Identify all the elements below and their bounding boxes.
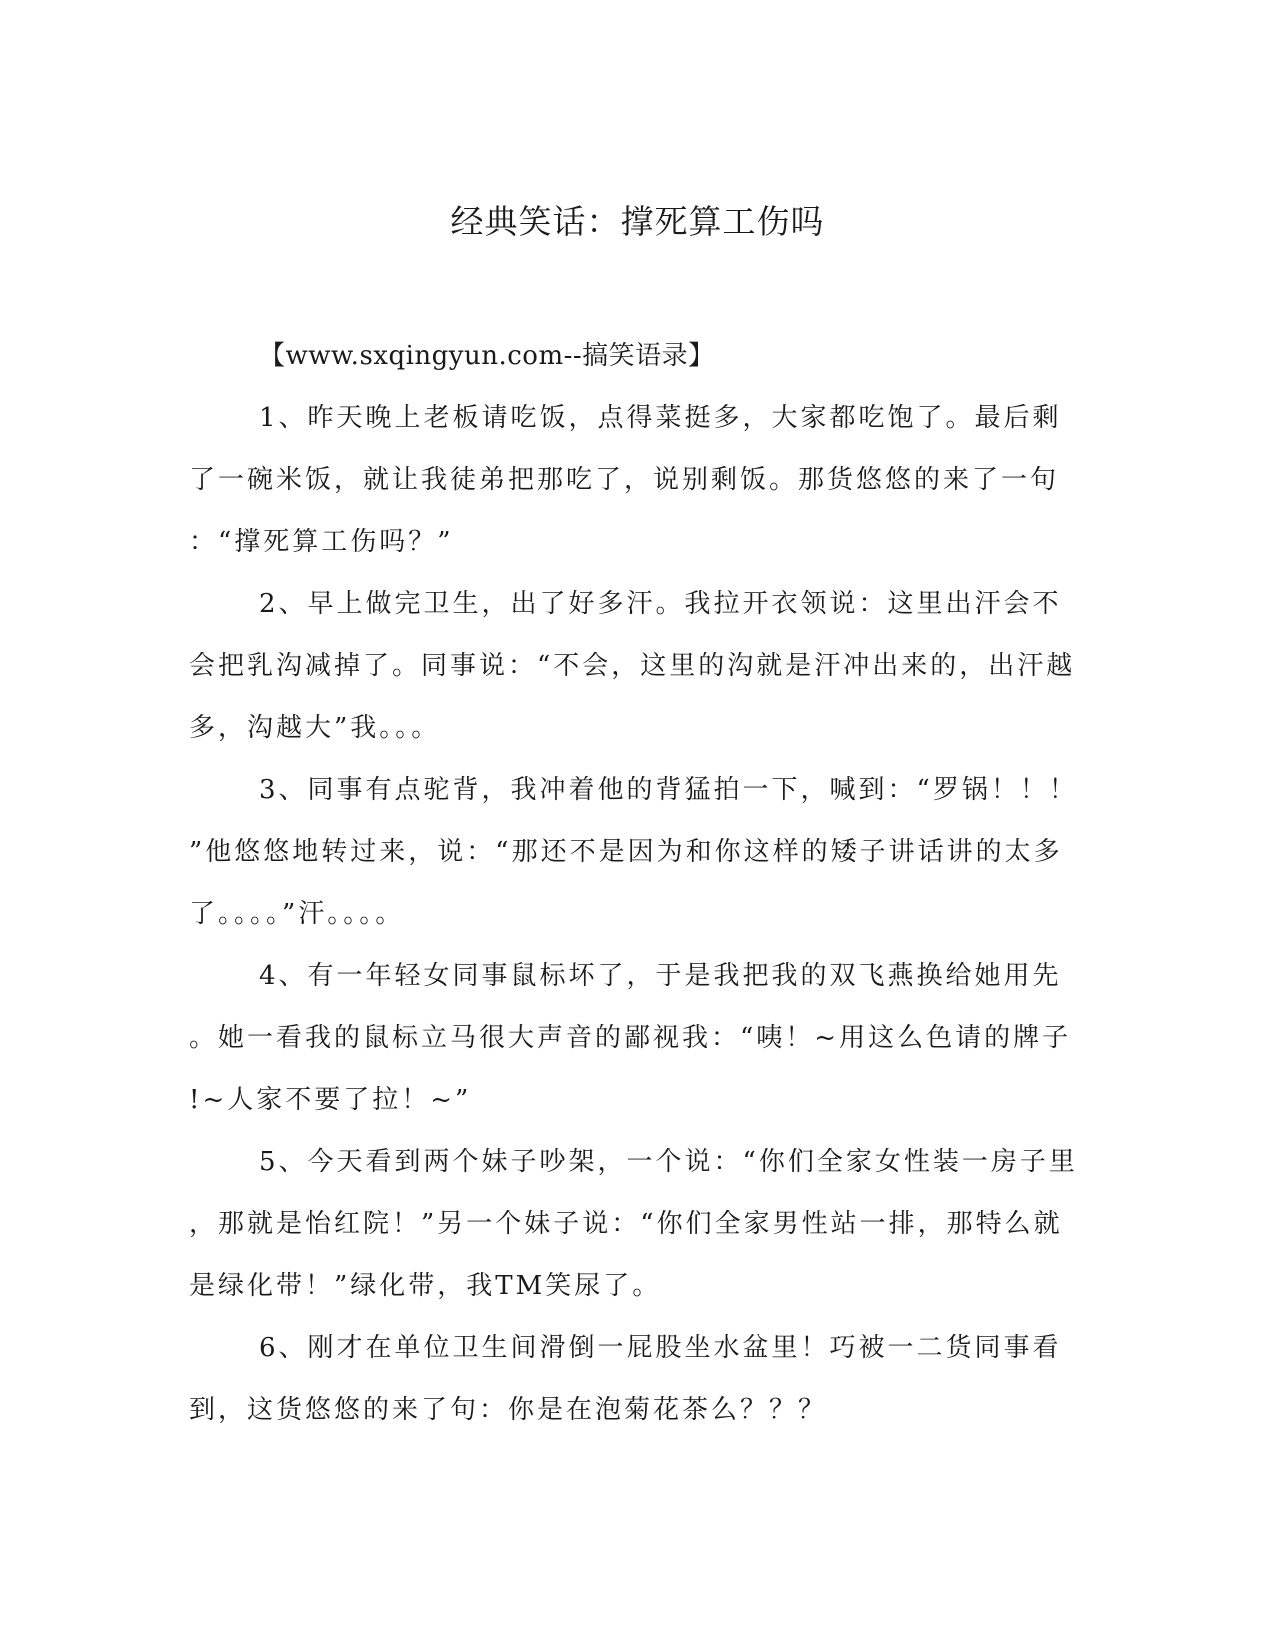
document-body bbox=[189, 325, 1078, 1441]
source-line: 【www.sxqingyun.com--搞笑语录】 bbox=[259, 341, 715, 371]
joke-3-line-2: ”他悠悠地转过来，说：“那还不是因为和你这样的矮子讲话讲的太多 bbox=[189, 837, 1063, 867]
joke-4-line-2: 。她一看我的鼠标立马很大声音的鄙视我：“咦！~用这么色请的牌子 bbox=[189, 1023, 1072, 1053]
joke-4-line-3: !~人家不要了拉！~” bbox=[189, 1085, 472, 1115]
joke-6-line-1: 6、刚才在单位卫生间滑倒一屁股坐水盆里！巧被一二货同事看 bbox=[259, 1333, 1062, 1363]
joke-5-line-1: 5、今天看到两个妹子吵架，一个说：“你们全家女性装一房子里 bbox=[259, 1147, 1078, 1177]
document-title: 经典笑话：撑死算工伤吗 bbox=[450, 202, 825, 241]
joke-1-line-1: 1、昨天晚上老板请吃饭，点得菜挺多，大家都吃饱了。最后剩 bbox=[259, 403, 1062, 433]
joke-4-line-1: 4、有一年轻女同事鼠标坏了，于是我把我的双飞燕换给她用先 bbox=[259, 961, 1062, 991]
joke-5-line-2: ，那就是怡红院！”另一个妹子说：“你们全家男性站一排，那特么就 bbox=[189, 1209, 1063, 1239]
joke-1-line-2: 了一碗米饭，就让我徒弟把那吃了，说别剩饭。那货悠悠的来了一句 bbox=[189, 465, 1060, 495]
joke-1-line-3: ：“撑死算工伤吗？” bbox=[189, 527, 454, 557]
joke-2-line-3: 多，沟越大”我。。。 bbox=[189, 713, 441, 743]
joke-6-line-2: 到，这货悠悠的来了句：你是在泡菊花茶么？？？ bbox=[189, 1395, 828, 1425]
joke-2-line-1: 2、早上做完卫生，出了好多汗。我拉开衣领说：这里出汗会不 bbox=[259, 589, 1062, 619]
joke-2-line-2: 会把乳沟减掉了。同事说：“不会，这里的沟就是汗冲出来的，出汗越 bbox=[189, 651, 1076, 681]
joke-5-line-3: 是绿化带！”绿化带，我TM笑尿了。 bbox=[189, 1271, 662, 1301]
joke-3-line-1: 3、同事有点驼背，我冲着他的背猛拍一下，喊到：“罗锅！！！ bbox=[259, 775, 1078, 805]
joke-3-line-3: 了。。。。”汗。。。。 bbox=[189, 899, 405, 929]
